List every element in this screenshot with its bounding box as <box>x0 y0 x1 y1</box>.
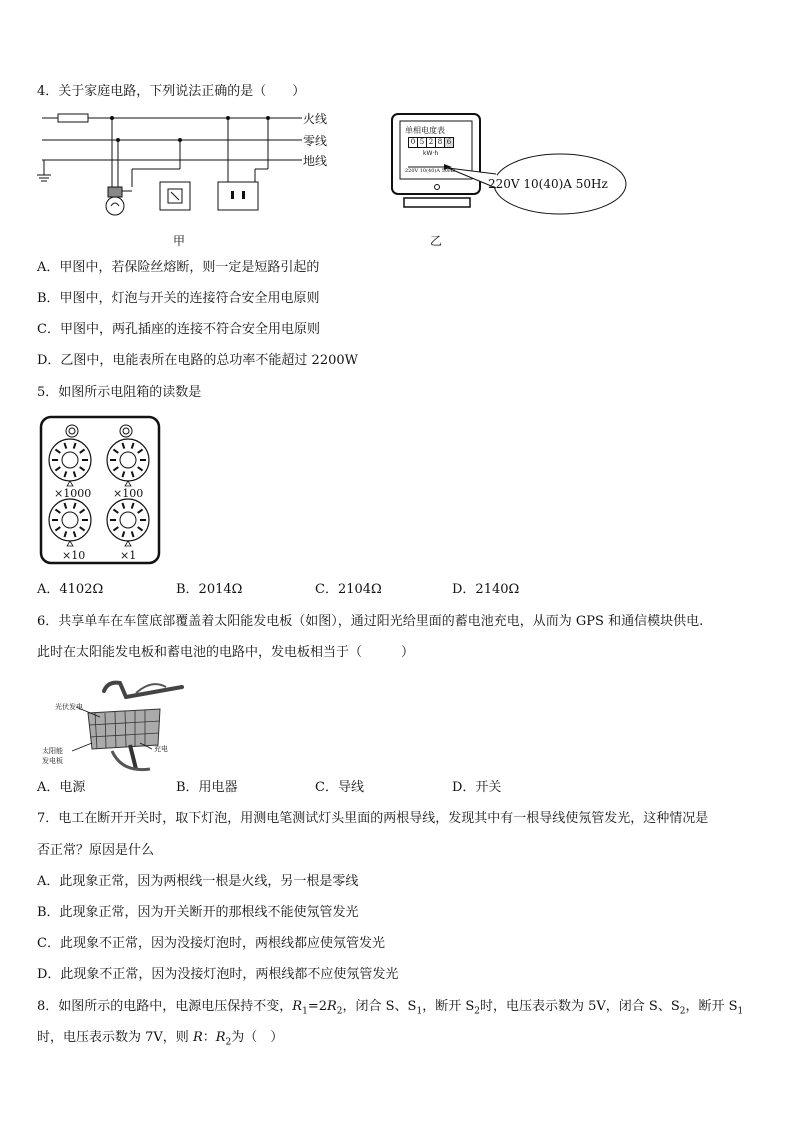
q5-option-a: A．4102Ω <box>37 582 104 597</box>
q7-option-c: C．此现象不正常，因为没接灯泡时，两根线都应使氖管发光 <box>37 936 385 951</box>
meter-rating-callout: 220V 10(40)A 50Hz <box>488 177 608 191</box>
q5-option-c: C．2104Ω <box>315 582 382 597</box>
label-pv: 光伏发电 <box>55 703 83 711</box>
wire-label-zero: 零线 <box>303 134 328 148</box>
q4-stem: 4．关于家庭电路，下列说法正确的是（ ） <box>37 84 306 99</box>
q6-option-c: C．导线 <box>315 780 364 795</box>
dial-label-x1: ×1 <box>120 549 137 562</box>
household-circuit-diagram <box>30 105 340 225</box>
meter-title: 单相电度表 <box>405 126 445 135</box>
dial-label-x100: ×100 <box>113 487 144 500</box>
dial-label-x1000: ×1000 <box>54 487 92 500</box>
meter-digit: 8 <box>436 137 445 148</box>
meter-digit: 2 <box>427 137 436 148</box>
meter-digit: 0 <box>408 137 418 148</box>
meter-digit-counter <box>408 137 454 148</box>
figure-b-label: 乙 <box>430 234 443 248</box>
label-solar-panel-1: 太阳能 <box>42 747 63 755</box>
q4-option-b: B．甲图中，灯泡与开关的连接符合安全用电原则 <box>37 291 320 306</box>
meter-small-rating: 220V 10(40)A 50Hz <box>405 168 455 174</box>
q7-option-d: D．此现象不正常，因为没接灯泡时，两根线都不应使氖管发光 <box>37 967 399 982</box>
q4-option-a: A．甲图中，若保险丝熔断，则一定是短路引起的 <box>37 260 320 275</box>
q6-option-b: B．用电器 <box>176 780 238 795</box>
wire-label-fire: 火线 <box>303 112 328 126</box>
meter-digit: 6 <box>445 137 454 148</box>
wire-label-ground: 地线 <box>303 154 328 168</box>
label-charge: 充电 <box>154 745 168 753</box>
q5-option-b: B．2014Ω <box>176 582 243 597</box>
q6-option-d: D．开关 <box>452 780 502 795</box>
q5-stem: 5．如图所示电阻箱的读数是 <box>37 385 202 400</box>
q7-option-b: B．此现象正常，因为开关断开的那根线不能使氖管发光 <box>37 905 359 920</box>
meter-digit: 5 <box>418 137 427 148</box>
q8-stem-line2: 时，电压表示数为 7V，则 R：$R_2$为（ ） <box>37 1030 284 1048</box>
q6-stem-line2: 此时在太阳能发电板和蓄电池的电路中，发电板相当于（ ） <box>37 645 415 660</box>
q7-option-a: A．此现象正常，因为两根线一根是火线，另一根是零线 <box>37 874 359 889</box>
q5-option-d: D．2140Ω <box>452 582 520 597</box>
q7-stem-line1: 7．电工在断开开关时，取下灯泡，用测电笔测试灯头里面的两根导线，发现其中有一根导线使氖管发光，这种情况是 <box>37 811 709 826</box>
dial-label-x10: ×10 <box>62 549 86 562</box>
q4-option-c: C．甲图中，两孔插座的连接不符合安全用电原则 <box>37 322 320 337</box>
q4-option-d: D．乙图中，电能表所在电路的总功率不能超过 2200W <box>37 353 359 368</box>
q6-option-a: A．电源 <box>37 780 86 795</box>
q6-stem-line1: 6．共享单车在车筐底部覆盖着太阳能发电板（如图），通过阳光给里面的蓄电池充电，从而为 GPS 和通信模块供电. <box>37 614 704 629</box>
meter-unit: kW·h <box>423 150 439 157</box>
figure-a-label: 甲 <box>173 234 186 248</box>
label-solar-panel-2: 发电板 <box>42 757 63 765</box>
q7-stem-line2: 否正常？原因是什么 <box>37 843 155 858</box>
q8-stem-line1: 8．如图所示的电路中，电源电压保持不变，$R_1=2R_2$，闭合 S、$S_1$，断开 $S_2$时，电压表示数为 5V，闭合 S、$S_2$，断开 $S_1$ <box>37 999 744 1017</box>
